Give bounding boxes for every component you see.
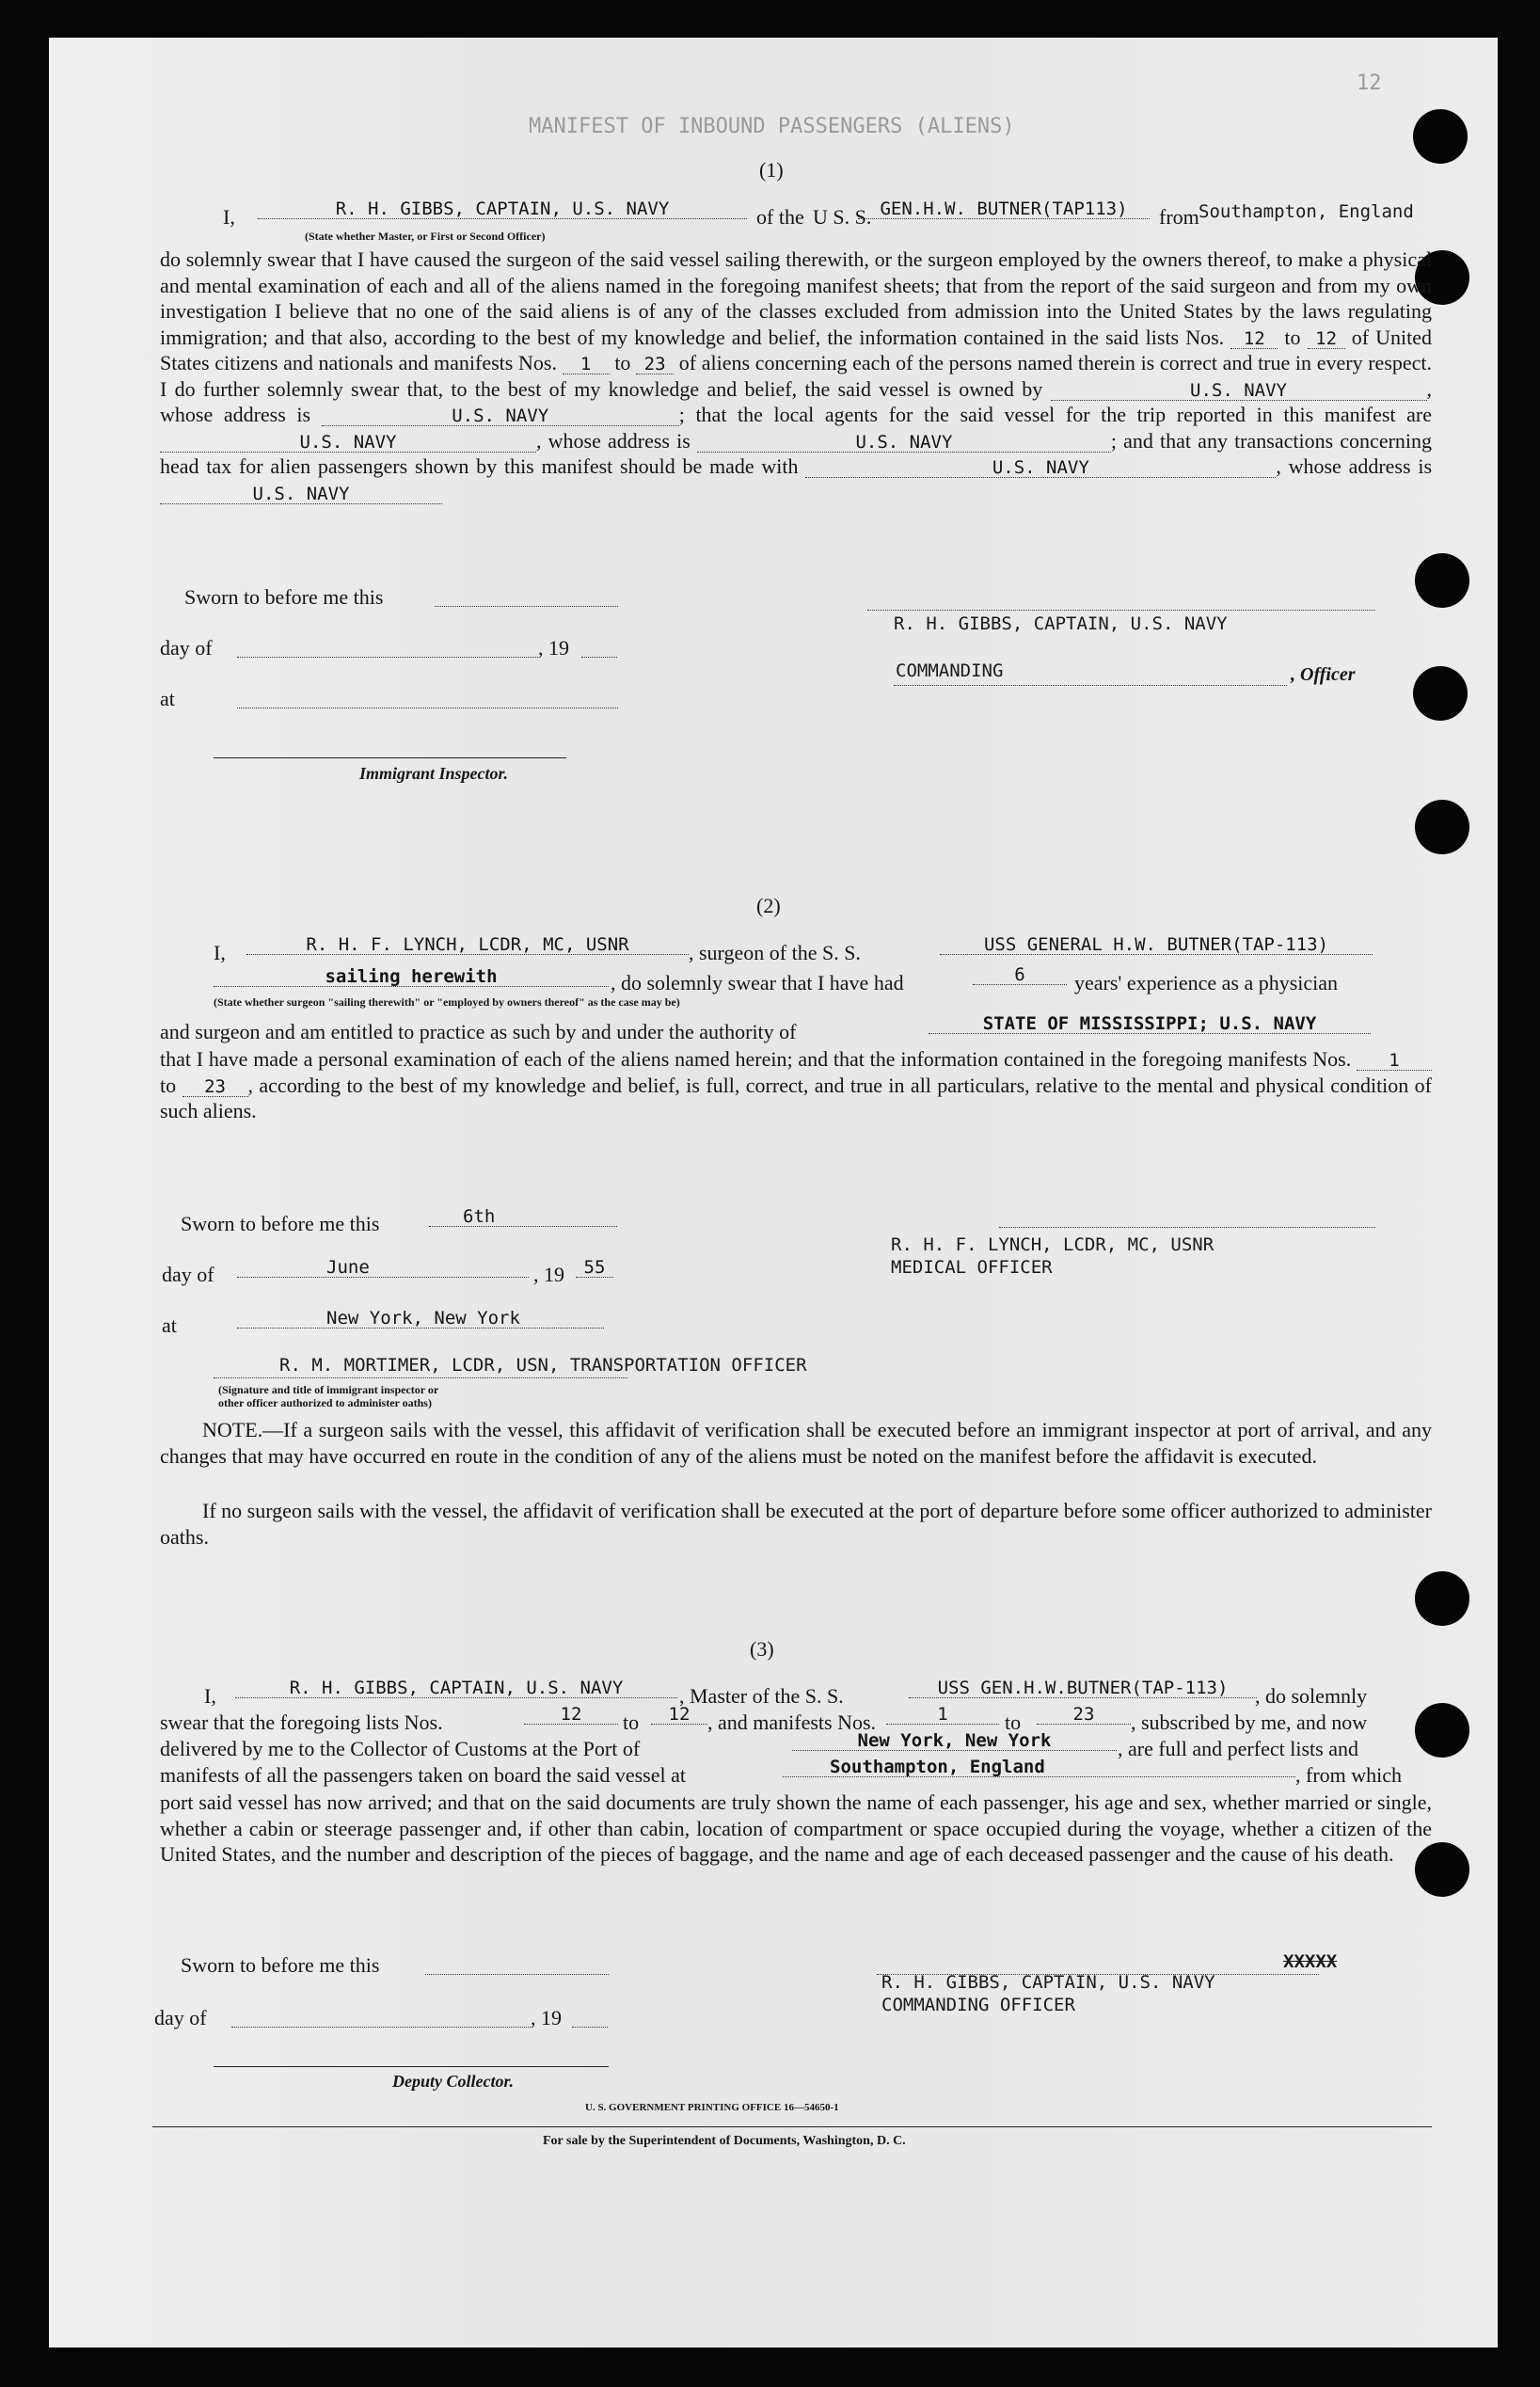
section-3-signer-title: COMMANDING OFFICER <box>881 1995 1075 2015</box>
section-2-swear-text: , do solemnly swear that I have had <box>611 971 904 995</box>
section-3-vessel: USS GEN.H.W.BUTNER(TAP-113) <box>909 1679 1257 1698</box>
section-2-sailing-note: (State whether surgeon "sailing therewith" or "employed by owners thereof" as the case may be) <box>214 995 680 1009</box>
section-3-lists-from: 12 <box>524 1705 618 1725</box>
section-3-master-of: , Master of the S. S. <box>679 1684 844 1708</box>
section-2-authority: STATE OF MISSISSIPPI; U.S. NAVY <box>929 1014 1371 1034</box>
section-3-manifests-text-2: manifests of all the passengers taken on board the said vessel at <box>160 1763 687 1787</box>
section-3-from-which: , from which <box>1295 1763 1403 1787</box>
section-1-inspector-line <box>214 757 566 758</box>
section-2-day-of: day of <box>162 1263 214 1286</box>
section-1-owner: U.S. NAVY <box>1051 381 1427 401</box>
section-1-agents: U.S. NAVY <box>160 433 536 453</box>
section-2-manifests-from: 1 <box>1357 1051 1432 1071</box>
section-2-inspector: R. M. MORTIMER, LCDR, USN, TRANSPORTATION OFFICER <box>279 1355 807 1376</box>
section-1-signer-line <box>867 610 1375 611</box>
section-3-signer: R. H. GIBBS, CAPTAIN, U.S. NAVY <box>881 1972 1215 1993</box>
section-2-oath-text: that I have made a personal examination of each of the aliens named herein; and that the information contained in the foregoing manifests Nos. 1 to 23 , according to the best of my knowledge and belief, is full, correct, and true in all particulars, relative to the mental and physical condition of such aliens. <box>160 1047 1433 1122</box>
section-2-signer-line <box>999 1227 1375 1228</box>
section-2-signer-title: MEDICAL OFFICER <box>891 1257 1053 1278</box>
section-2-years: 6 <box>973 965 1067 985</box>
section-3-collector-label: Deputy Collector. <box>392 2072 514 2091</box>
section-2-note-2: If no surgeon sails with the vessel, the affidavit of verification shall be executed at the port of departure before some officer authorized to administer oaths. <box>160 1499 1432 1549</box>
section-2-practice-text: and surgeon and am entitled to practice as such by and under the authority of <box>160 1020 797 1043</box>
section-1-from-label: from <box>1159 205 1199 229</box>
section-3-collector-line <box>214 2066 609 2067</box>
section-3-sworn: Sworn to before me this <box>181 1953 380 1977</box>
section-1-of-the: of the <box>756 205 804 229</box>
binder-hole-4 <box>1413 666 1468 721</box>
section-1-head-tax-address: U.S. NAVY <box>160 485 442 504</box>
section-2-year: , 19 <box>533 1263 564 1286</box>
section-3-day-of: day of <box>154 2006 207 2029</box>
section-2-sailing: sailing herewith <box>214 967 609 987</box>
section-1-manifests-from: 1 <box>563 355 610 374</box>
binder-hole-6 <box>1415 1571 1469 1626</box>
section-3-struck: XXXXX <box>1283 1951 1338 1972</box>
section-2-manifests-to: 23 <box>183 1077 248 1097</box>
bleed-through-header: MANIFEST OF INBOUND PASSENGERS (ALIENS) <box>529 115 1015 138</box>
section-1-lists-to: 12 <box>1308 329 1345 349</box>
section-3-lists-to: 12 <box>651 1705 707 1725</box>
section-1-master-note: (State whether Master, or First or Second Officer) <box>305 230 546 243</box>
binder-hole-7 <box>1415 1703 1469 1758</box>
section-1-master-name: R. H. GIBBS, CAPTAIN, U.S. NAVY <box>258 199 747 219</box>
section-1-from-port: Southampton, England <box>1199 201 1414 222</box>
binder-hole-3 <box>1415 553 1469 608</box>
section-1-sworn-line <box>435 606 618 607</box>
section-1-manifests-to: 23 <box>636 355 674 374</box>
section-2-sworn-day: 6th <box>429 1207 617 1227</box>
section-1-agents-address: U.S. NAVY <box>697 433 1111 453</box>
section-2-surgeon-of: , surgeon of the S. S. <box>689 941 861 964</box>
section-3-sworn-line <box>425 1974 609 1975</box>
section-1-day-of: day of <box>160 636 213 660</box>
binder-hole-1 <box>1413 109 1468 164</box>
printing-office-imprint: U. S. GOVERNMENT PRINTING OFFICE 16—54650-1 <box>585 2102 839 2113</box>
section-1-oath-text: do solemnly swear that I have caused the surgeon of the said vessel sailing therewith, or the surgeon employed by the owners thereof, to make a physical and mental examination of each and all of the aliens named in the foregoing manifest sheets; that from the report of the said surgeon and from my own investigation I believe that no one of the said aliens is of any of the classes excluded from admission into the United States by the laws regulating immigration; and that also, according to the best of my knowledge and belief, the information contained in the said lists Nos. 12 to 12 of United States citizens and nationals and manifests Nos. 1 to 23 of aliens concerning each of the persons named therein is correct and true in every respect. I do further solemnly swear that, to the best of my knowledge and belief, the said vessel is owned by U.S. NAVY , whose address is U.S. NAVY ; that the local agents for the said vessel for the trip reported in this manifest are U.S. NAVY , whose address is U.S. NAVY ; and that any transactions concerning head tax for alien passengers shown by this manifest should be made with U.S. NAVY , whose address is U.S. NAVY <box>160 247 1433 504</box>
section-2-year-suffix: 55 <box>576 1258 613 1278</box>
section-1-owner-address: U.S. NAVY <box>322 406 679 426</box>
section-3-swear-text: , do solemnly <box>1255 1684 1368 1708</box>
section-3-master-name: R. H. GIBBS, CAPTAIN, U.S. NAVY <box>235 1679 677 1698</box>
section-2-years-text: years' experience as a physician <box>1074 971 1339 995</box>
section-1-day-line <box>237 657 538 658</box>
bleed-through-page-no: 12 <box>1357 72 1382 95</box>
section-1-year-line <box>581 657 617 658</box>
section-1-sworn: Sworn to before me this <box>184 585 384 609</box>
section-2-at: at <box>162 1313 177 1337</box>
section-2-sworn: Sworn to before me this <box>181 1212 380 1235</box>
section-3-manifests-to: 23 <box>1037 1705 1131 1725</box>
section-2-inspector-line <box>214 1377 627 1378</box>
section-1-officer-label: , Officer <box>1291 664 1356 685</box>
section-1-i: I, <box>223 205 235 229</box>
section-3-full-text: , are full and perfect lists and <box>1118 1737 1358 1760</box>
section-1-officer-line <box>894 685 1287 686</box>
section-3-oath-text: port said vessel has now arrived; and that on the said documents are truly shown the name of each passenger, his age and sex, whether married or single, whether a cabin or steerage passenger and, if other than cabin, location of compartment or space occupied during the voyage, whether a citizen of the United States, and the number and description of the pieces of baggage, and the name and age of each deceased passenger and the cause of his death. <box>160 1790 1432 1866</box>
section-1-year: , 19 <box>538 636 569 660</box>
section-3-to-2: to <box>1005 1711 1022 1734</box>
footer-rule <box>152 2126 1432 2127</box>
section-3-day-line <box>231 2027 531 2028</box>
section-1-lists-from: 12 <box>1230 329 1278 349</box>
footer-sale-note: For sale by the Superintendent of Documents, Washington, D. C. <box>543 2134 906 2148</box>
section-2-signer: R. H. F. LYNCH, LCDR, MC, USNR <box>891 1234 1215 1255</box>
section-1-inspector-label: Immigrant Inspector. <box>359 764 509 783</box>
section-1-at: at <box>160 687 175 710</box>
section-2-heading: (2) <box>756 894 781 917</box>
section-1-signer-title: COMMANDING <box>896 660 1004 681</box>
section-3-to-1: to <box>623 1711 640 1734</box>
section-3-subscribed-text: , subscribed by me, and now <box>1131 1711 1368 1734</box>
section-2-note-1: NOTE.—If a surgeon sails with the vessel, this affidavit of verification shall be executed before an immigrant inspector at port of arrival, and any changes that may have occurred en route in the condition of any of the aliens must be noted on the manifest before the affidavit is executed. <box>160 1418 1432 1468</box>
section-1-vessel: GEN.H.W. BUTNER(TAP113) <box>858 199 1150 219</box>
section-3-manifests-text: , and manifests Nos. <box>707 1711 877 1734</box>
section-1-head-tax-with: U.S. NAVY <box>805 458 1276 478</box>
binder-hole-5 <box>1415 800 1469 854</box>
section-2-vessel: USS GENERAL H.W. BUTNER(TAP-113) <box>940 935 1373 955</box>
section-3-lists-text: swear that the foregoing lists Nos. <box>160 1711 443 1734</box>
section-1-ss-prefix: U S. S. <box>813 205 872 229</box>
section-3-heading: (3) <box>750 1637 774 1661</box>
section-2-i: I, <box>214 941 226 964</box>
section-2-surgeon-name: R. H. F. LYNCH, LCDR, MC, USNR <box>246 935 689 955</box>
section-3-port: New York, New York <box>792 1731 1117 1751</box>
section-3-year-line <box>572 2027 608 2028</box>
section-3-boarded-at: Southampton, England <box>783 1758 1295 1777</box>
section-1-signer: R. H. GIBBS, CAPTAIN, U.S. NAVY <box>894 613 1228 634</box>
section-2-inspector-note-2: other officer authorized to administer oaths) <box>218 1396 432 1409</box>
section-3-manifests-from: 1 <box>886 1705 999 1725</box>
section-3-delivered-text: delivered by me to the Collector of Customs at the Port of <box>160 1737 641 1760</box>
section-3-i: I, <box>204 1684 216 1708</box>
section-3-year: , 19 <box>531 2006 562 2029</box>
section-2-inspector-note-1: (Signature and title of immigrant inspector or <box>218 1383 439 1396</box>
section-2-month: June <box>237 1258 529 1278</box>
section-2-place: New York, New York <box>237 1309 604 1329</box>
manifest-page <box>49 38 1498 2347</box>
section-1-heading: (1) <box>759 158 784 182</box>
